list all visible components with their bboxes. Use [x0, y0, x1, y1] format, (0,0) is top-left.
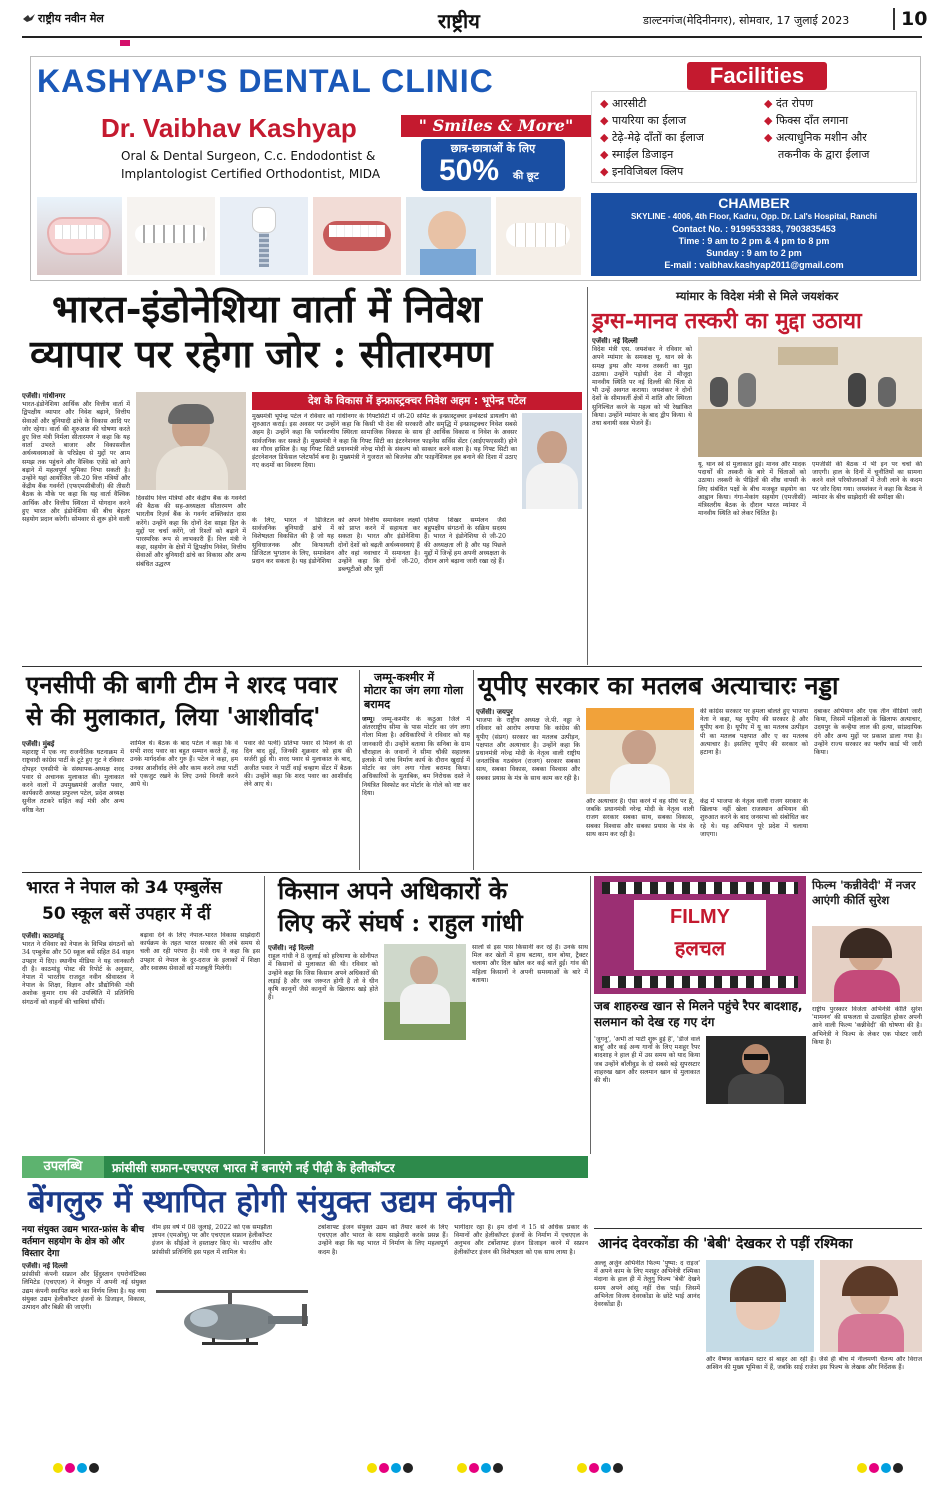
ad-chamber-line-4: E-mail : vaibhav.kashyap2011@gmail.com [664, 260, 844, 270]
lead-headline-2: व्यापार पर रहेगा जोर : सीतारमण [30, 331, 493, 376]
kashmir-headline: मोटार का जंग लगा गोला बरामद [364, 684, 464, 711]
ad-offer-tail: की छूट [513, 171, 539, 182]
ad-offer-line: छात्र-छात्राओं के लिए [450, 142, 536, 155]
lead-byline: एजेंसी। गांधीनगर [22, 392, 66, 400]
ad-facilities-box [591, 91, 917, 183]
nepal-headline-1: भारत ने नेपाल को 34 एम्बुलेंस [26, 878, 222, 898]
filmy-logo-box [634, 900, 766, 970]
rahul-col-1: एजेंसी। नई दिल्ली राहुल गांधी ने 8 जुलाई को हरियाणा के सोनीपत में किसानों से मुलाकात की थी। रविवार को उन्होंने कहा कि जिस किसान अपने अधिकारों की लड़ाई है और जब जरूरत होगी है तो वे धीन कृषि कानूनों जैसे कानूनों के खिलाफ खड़े होते हैं। [268, 944, 378, 1002]
divider-row-1 [22, 666, 922, 667]
ad-facility-left-4: ◆ इनविजिबल क्लिप [600, 165, 684, 178]
ncp-headline-1: एनसीपी की बागी टीम ने शरद पवार [26, 670, 338, 699]
ad-facility-right-0: ◆ दंत रोपण [764, 97, 814, 110]
heli-col-3: टर्बोशाफ्ट इंजन संयुक्त उद्यम को तैयार करने के लिए एचएएल और भारत के साथ साझेदारी करके प्रसन्न हैं। उन्होंने कहा कि यह भारत में निर्माण के लिए महत्वपूर्ण कदम है। [318, 1224, 448, 1256]
lead-col-1: एजेंसी। गांधीनगर भारत-इंडोनेशिया आर्थिक और वित्तीय वार्ता में द्विपक्षीय व्यापार और निवेश बढ़ाने, वित्तीय सेवाओं और बुनियादी ढांचे के विकास आदि पर जोर रहेगा। वार्ता की शुरुआत की घोषणा करते हुए वित्त मंत्री निर्मला सीतारमण ने कहा कि यह वार्ता उभरते बाजार और विकासशील अर्थव्यवस्थाओं के परिप्रेक्ष्य से मुद्दों पर आम समझ तक पहुंचने और वैश्विक एजेंडे को आगे बढ़ाने में महत्वपूर्ण भूमिका निभा सकती है। उन्होंने यहां आयोजित जी-20 वित्त मंत्रियों और केंद्रीय बैंक गवर्नरों (एफएमसीबीजी) की तीसरी बैठक के मौके पर कहा कि यह वार्ता वैश्विक आर्थिक और वित्तीय स्थिरता में योगदान करने हुए भारत और इंडोनेशिया की बीच बेहतर सहयोग प्रदान करेगी। सोमवार से शुरू होने वाली [22, 392, 130, 524]
nadda-photo [586, 708, 694, 794]
myanmar-col-3: एमजीसी की बैठक में भी इन पर चर्चा की जाएगी। हाल के दिनों में चुनौतियों का सामना करने वाले परियोजनाओं में तेजी लाने के कदम पर जोर दिया गया। जयशंकर ने कहा कि बैठक ने म्यांमार के बीच साझेदारी की समीक्षा की। [812, 461, 922, 501]
nadda-col-3: दबाकर अभियान और एक तीन वीडियो जारी किया, जिसमें महिलाओं के खिलाफ अत्याचार, उदयपुर के कन्हैया लाल की हत्या, सांप्रदायिक दंगे और अन्य मुद्दों पर प्रकाश डाला गया है। उन्होंने राज्य सरकार का फ्लॉप कार्ड भी जारी किया। [814, 708, 922, 757]
divider-lead-right [587, 287, 588, 665]
myanmar-story [592, 287, 922, 667]
ncp-col-2: शामिल थे। बैठक के बाद पटेल ने कहा कि वे सभी शरद पवार का बहुत सम्मान करते हैं, वह उनके मार्गदर्शक और गुरु हैं। पटेल ने कहा, हम उनका आशीर्वाद लेने और काम करने तथा पार्टी को एकजुट रखने के लिए उनसे विनती करने आये थे। [130, 740, 238, 789]
page-number: 10 [893, 8, 927, 30]
filmy-headline: जब शाहरुख खान से मिलने पहुंचे रैपर बादशाह, सलमान को देख रह गए दंग [594, 999, 803, 1029]
ad-photo-veneer [496, 197, 581, 275]
divider-rashmika-top [594, 1228, 922, 1229]
rashmika-photo-actress [820, 1260, 922, 1352]
nepal-byline: एजेंसी। काठमांडू [22, 932, 64, 940]
divider-row-2 [22, 872, 922, 873]
ad-offer-box [421, 139, 565, 191]
ad-image-strip [37, 197, 581, 275]
lead-col-4: को अपने वित्तीय समावेशन लक्ष्यों को प्राप्त करने में सहायता कर सकता है। भारत और इंडोनेशिया दोनों देशों को बढ़ती अर्थव्यवस्थाएं हैं और वहां नवाचार में समानता है। उन्होंने कहा कि दोनों जी-20, डब्ल्यूटीओ और पूर्वी [338, 517, 420, 574]
rahul-story [268, 876, 588, 1152]
rahul-col-2: सालों से इस पास किसानी कर रहे हैं। उनके साथ मिल कर खेतों में हाथ बटाया, धान बोया, ट्रैक्टर चलाया और दिल खोल कर कई बातें हुईं। गांव की महिला किसानों ने अपनी समस्याओं के बारे में बताया। [472, 944, 588, 984]
lead-headline-1: भारत-इंडोनेशिया वार्ता में निवेश [52, 286, 482, 331]
nadda-byline: एजेंसी। जयपुर [476, 708, 513, 716]
ad-photo-implant [220, 197, 308, 275]
lead-col-2: दिवसीय वित्त मंत्रियों और केंद्रीय बैंक के गवर्नरों की बैठक की सह-अध्यक्षता सीतारमण और भारतीय रिज़र्व बैंक के गवर्नर शक्तिकांत दास करेंगे। उन्होंने कहा कि दोनों देश साझा हित के मुद्दों पर चर्चा करेंगे, जो रिश्तों को बढ़ाने में पारस्परिक रूप से लाभकारी हैं। वित्त मंत्री ने कहा, सहयोग के क्षेत्रों में द्विपक्षीय निवेश, वित्तीय सेवाओं और बुनियादी ढांचे का विकास और अन्य संबंधित उद्धरण [136, 495, 246, 568]
heli-sub: नया संयुक्त उद्यम भारत-फ्रांस के बीच वर्तमान सहयोग के क्षेत्र को और विस्तार देगा [22, 1225, 145, 1259]
ad-chamber-line-1: Contact No. : 9199533383, 7903835453 [672, 224, 836, 234]
filmy-section [594, 876, 922, 1224]
ncp-story [22, 670, 354, 870]
ad-facility-left-3: ◆ स्माईल डिजाइन [600, 148, 674, 161]
nepal-col-2: बढ़ावा देने के लिए नेपाल-भारत विकास साझेदारी कार्यक्रम के तहत भारत सरकार की लंबे समय से चली आ रही परंपरा है। मंत्री राय ने कहा कि इस उपहार से नेपाल के दूर-दराज के इलाकों में शिक्षा और स्वास्थ्य सेवाओं को मजबूती मिलेगी। [140, 932, 260, 972]
heli-story [22, 1156, 588, 1456]
lead-photo-patel [522, 413, 582, 509]
kashmir-text: जम्मू। जम्मू-कश्मीर के कठुआ जिले में अंतरराष्ट्रीय सीमा के पास मोर्टार का जंग लगा गोला मिला है। अधिकारियों ने रविवार को यह जानकारी दी। उन्होंने बताया कि सनिबा के ग्राम चौराहाल के जवानों ने सीमा चौकी सहालक इलाके में जांच निर्माण कार्य के दौरान खुदाई में मोर्टार का जंग लगा गोला बरामद किया। अधिकारियों के मुताबिक, बम निरोधक दस्ते ने नियंत्रित विस्फोट कर मोर्टार के गोले को नष्ट कर दिया। [362, 716, 470, 797]
nepal-headline-2: 50 स्कूल बसें उपहार में दीं [42, 904, 211, 924]
ad-chamber-line-2: Time : 9 am to 2 pm & 4 pm to 8 pm [678, 236, 830, 246]
filmy-text: 'जुगनू', 'अभी तो पार्टी शुरू हुई है', 'डीजे वाले बाबू' और कई अन्य गानों के लिए मशहूर रैपर बादशाह ने हाल ही में उस समय को याद किया जब उन्होंने बॉलीवुड के दो सबसे बड़े सुपरस्टार शाहरुख खान और सलमान खान से मुलाकात की थी। [594, 1036, 700, 1085]
ad-chamber-line-0: SKYLINE - 4006, 4th Floor, Kadru, Opp. Dr. Lal's Hospital, Ranchi [631, 212, 877, 221]
ad-chamber-line-3: Sunday : 9 am to 2 pm [706, 248, 802, 258]
ad-facility-right-2: ◆ अत्याधुनिक मशीन और [764, 131, 867, 144]
ncp-headline-2: से की मुलाकात, लिया 'आशीर्वाद' [26, 702, 321, 731]
nadda-col-5: केंद्र में भाजपा के नेतृत्व वाली राजग सरकार के खिलाफ नहीं खेला राजस्थान अभियान की शुरुआत करने के बाद जनसभा को संबोधित कर रहे थे। यह अभियान पूरे प्रदेश में चलाया जाएगा। [700, 798, 808, 838]
rashmika-col-1: अल्लू अर्जुन अभिनीत फिल्म 'पुष्पा: द राइज' में अपने काम के लिए मशहूर अभिनेत्री रश्मिका मंदाना के हाल ही में तेलुगु फिल्म 'बेबी' देखने समय अपने आंसू नहीं रोक पाईं। जिसमें अभिनेता विजय देवरकोंडा के छोटे भाई आनंद देवरकोंडा हैं। [594, 1260, 700, 1309]
nepal-col-1: एजेंसी। काठमांडू भारत ने रविवार को नेपाल के विभिन्न संगठनों को 34 एम्बुलेंस और 50 स्कूल बसें सहित 84 वाहन उपहार में दिए। स्थानीय मीडिया ने यह जानकारी दी है। काठमांडू पोस्ट की रिपोर्ट के अनुसार, नेपाल में भारतीय राजदूत नवीन श्रीवास्तव ने नेपाल के शिक्षा, विज्ञान और प्रौद्योगिकी मंत्री अशोक कुमार राय की उपस्थिति में प्रतिनिधि संगठनों को वाहनों की चाबियां सौंपीं। [22, 932, 134, 1006]
ncp-col-1: एजेंसी। मुंबई महाराष्ट्र में एक नए राजनीतिक घटनाक्रम में राष्ट्रवादी कांग्रेस पार्टी के टूटे हुए गुट ने रविवार दोपहर एनसीपी के संस्थापक-अध्यक्ष शरद पवार से अचानक मुलाकात की। मुलाकात करने वालों में उपमुख्यमंत्री अजीत पवार, कार्यकारी अध्यक्ष प्रफुल्ल पटेल, प्रदेश अध्यक्ष सुनील तटकरे सहित कई मंत्री और अन्य वरिष्ठ नेता [22, 740, 124, 814]
ad-facilities-title: Facilities [687, 62, 827, 90]
masthead-dateline: डाल्टनगंज(मेदिनीनगर), सोमवार, 17 जुलाई 2023 [643, 14, 850, 27]
ad-doctor-name: Dr. Vaibhav Kashyap [101, 113, 357, 143]
nadda-headline: यूपीए सरकार का मतलब अत्याचारः नड्डा [478, 671, 839, 700]
ad-facility-left-1: ◆ पायरिया का ईलाज [600, 114, 687, 127]
heli-tag: उपलब्धि [22, 1156, 104, 1178]
masthead-bird-icon [22, 10, 36, 22]
ad-photo-dentures [37, 197, 122, 275]
heli-col-2: वीम इस वर्ष में 08 जुलाई, 2022 को एक समझौता ज्ञापन (एमओयू) पर और एचएएल सफ्रान हेलीकॉप्टर इंजन के सीईओ ने हस्ताक्षर किए थे। भारतीय और फ्रांसीसी प्रतिनिधि इस पहल में शामिल थे। [152, 1224, 272, 1256]
rahul-headline-2: लिए करें संघर्ष : राहुल गांधी [278, 908, 523, 937]
lead-story [22, 287, 584, 667]
ad-photo-child [406, 197, 491, 275]
masthead-rule [22, 36, 922, 38]
masthead-dots [120, 40, 130, 46]
divider-rahul [590, 876, 591, 1154]
ad-quals-2: Implantologist Certified Orthodontist, MIDA [121, 167, 381, 181]
ad-tagline: " Smiles & More" [401, 115, 591, 137]
color-registration-strip [22, 1460, 922, 1474]
masthead-section: राष्ट्रीय [438, 9, 480, 33]
lead-col-5: एशिया शिखर सम्मेलन जैसे बहुपक्षीय संगठनों के सक्रिय सदस्य हैं। भारत ने इंडोनेशिया से जी-20 की अध्यक्षता ली है और यह पिछले मुद्दों में जिन्हें हम अपनी अध्यक्षता के दौरान आगे बढ़ाना जारी रखा रहे हैं। [424, 517, 506, 566]
ad-chamber-box [591, 193, 917, 276]
rahul-byline: एजेंसी। नई दिल्ली [268, 944, 314, 952]
nadda-col-1: एजेंसी। जयपुर भाजपा के राष्ट्रीय अध्यक्ष जे.पी. नड्डा ने रविवार को आरोप लगाया कि कांग्रेस की यूपीए (संप्रग) सरकार का मतलब उत्पीड़न, पक्षपात और अत्याचार है। उन्होंने कहा कि प्रधानमंत्री नरेन्द्र मोदी के नेतृत्व वाली राष्ट्रीय जनतांत्रिक गठबंधन (राजग) सरकार सबका साथ, सबका विकास, सबका विश्वास और सबका प्रयास के मंत्र के साथ काम कर रही है। [476, 708, 580, 782]
divider-kashmir [473, 670, 474, 870]
ad-facility-left-2: ◆ टेढ़े-मेढ़े दाँतों का ईलाज [600, 131, 704, 144]
filmy-banner [594, 876, 806, 994]
myanmar-headline: ड्रग्स-मानव तस्करी का मुद्दा उठाया [592, 308, 862, 334]
filmy-photo-keerthy [812, 926, 922, 1002]
heli-kicker: फ्रांसीसी सफ्रान-एचएएल भारत में बनाएंगे नई पीढ़ी के हेलीकॉप्टर [112, 1161, 395, 1175]
ad-quals-1: Oral & Dental Surgeon, C.c. Endodontist & [121, 149, 376, 163]
rahul-photo [384, 944, 466, 1040]
heli-col-1: एजेंसी। नई दिल्ली फ्रांसीसी कंपनी सफ्रान और हिंदुस्तान एयरोनॉटिक्स लिमिटेड (एचएएल) ने बेंगलुरु में अपनी नई संयुक्त उद्यम कंपनी स्थापित करने का निर्णय लिया है। यह नया संयुक्त उद्यम हेलीकॉप्टर इंजनों के डिजाइन, विकास, उत्पादन और बिक्री की जाएगी। [22, 1262, 146, 1312]
nadda-col-2: की कांग्रेस सरकार पर हमला बोलते हुए भाजपा नेता ने कहा, यह यूपीए की सरकार है और यूपीए बना है। यूपीए में यू का मतलब उत्पीड़न पी का मतलब पक्षपात और ए का मतलब अत्याचार है। इसलिए यूपीए की सरकार को हटाना है। [700, 708, 808, 757]
filmy-brand-bottom: हलचल [674, 936, 726, 960]
divider-ncp [359, 670, 360, 870]
heli-headline: बेंगलुरु में स्थापित होगी संयुक्त उद्यम कंपनी [28, 1184, 514, 1220]
ncp-byline: एजेंसी। मुंबई [22, 740, 55, 748]
masthead-logo: राष्ट्रीय नवीन मेल [38, 12, 104, 25]
heli-photo-helicopter [152, 1282, 312, 1374]
filmy-photo-badshah [706, 1036, 806, 1104]
rashmika-photo-poster [706, 1260, 814, 1352]
nadda-story [476, 670, 922, 870]
divider-nepal [264, 876, 265, 1154]
lead-col-3: के लिए, भारत ने डिजिटल सार्वजनिक बुनियादी ढांचे में विशेषज्ञता विकसित की है जो यह सुविधाजनक और किफायती डिजिटल भुगतान के लिए, समावेशन प्रदान कर सकता है। यह इंडोनेशिया [252, 517, 334, 566]
ncp-col-3: पवार की पत्नी) प्रतिभा पवार से मिलने के दो दिन बाद हुई, जिनकी शुक्रवार को हाथ की सर्जरी हुई थी। शरद पवार से मुलाकात के बाद, अजीत पवार ने पार्टी वाई चव्हाण सेंटर में बैठक की। उन्होंने कहा कि शरद पवार का आशीर्वाद लेने आए थे। [244, 740, 352, 789]
kashmir-kicker: जम्मू-कश्मीर में [374, 671, 435, 684]
ad-facility-left-0: ◆ आरसीटी [600, 97, 647, 110]
heli-byline: एजेंसी। नई दिल्ली [22, 1262, 68, 1270]
ad-chamber-title: CHAMBER [718, 195, 790, 211]
ad-photo-braces [127, 197, 215, 275]
myanmar-photo-meeting [698, 337, 922, 457]
filmy-side-text: राष्ट्रीय पुरस्कार विजेता अभिनेत्री कीर्ति सुरेश 'मामनन' की सफलता से उत्साहित होकर अपनी आने वाली फिल्म 'कन्नीवेदी' की घोषणा की है। अभिनेत्री ने फिल्म के लेकर एक पोस्टर जारी किया है। [812, 1006, 922, 1046]
lead-photo-sitharaman [136, 392, 246, 490]
lead-sub-heading: देश के विकास में इन्फ्रास्ट्रक्चर निवेश अहम : भूपेन्द्र पटेल [252, 392, 582, 410]
heli-col-4: भागीदार रहा है। हम दोनों ने 15 से अधिक प्रकार के विमानों और हेलीकॉप्टर इंजनों के निर्माण में एचएएल के अनुभव और टर्बोशाफ्ट इंजन डिजाइन करने में सफ्रान हेलीकॉप्टर इंजन की विशेषज्ञता को एक साथ लाया है। [454, 1224, 588, 1256]
filmy-kicker: फिल्म 'कन्नीवेदी' में नजर आएंगी कीर्ति सुरेश [812, 878, 916, 907]
myanmar-col-1: एजेंसी। नई दिल्ली विदेश मंत्री एस. जयशंकर ने रविवार को अपने म्यांमार के समकक्ष यू. थान स्वे के समक्ष ड्रग्स और मानव तस्करी का मुद्दा उठाया। उन्होंने पड़ोसी देश में मौजूदा मानवीय स्थिति पर नई दिल्ली की चिंता से भी उन्हें अवगत कराया। जयशंकर ने दोनों देशों के सीमावर्ती क्षेत्रों में शांति और स्थिरता सुनिश्चित करने के महत्व को भी रेखांकित किया। उन्होंने म्यांमार के बाद द्वीप किया। थे तथा बनायी वस्त्र भेजने हैं। [592, 337, 692, 428]
ad-facility-right-3: तकनीक के द्वारा ईलाज [778, 148, 870, 161]
ad-clinic-name: KASHYAP'S DENTAL CLINIC [37, 63, 494, 99]
ad-facility-right-1: ◆ फिक्स दाँत लगाना [764, 114, 849, 127]
ad-photo-smile [313, 197, 401, 275]
myanmar-kicker: म्यांमार के विदेश मंत्री से मिले जयशंकर [676, 289, 839, 303]
nadda-col-4: और अत्याचार है। ऐसा करने में वह सीधे पर है, जबकि प्रधानमंत्री नरेन्द्र मोदी के नेतृत्व वाली राजग सरकार सबका साथ, सबका विकास, सबका विश्वास और सबका प्रयास के मंत्र के साथ काम कर रही है। [586, 798, 694, 838]
rashmika-col-2: और वैष्णव कार्यक्रम स्टार से बाहर आ रही हैं। जैसे ही बीच में नीलमणी चैतन्य और विराज अश्विन की मुख्य भूमिका में हैं, जबकि साई राजेश इस फिल्म के लेखक और निर्देशक हैं। [706, 1356, 922, 1372]
lead-sub-box [252, 392, 582, 660]
dental-ad [30, 56, 921, 281]
rashmika-story [594, 1232, 922, 1456]
ad-offer-pct: 50% [439, 154, 500, 187]
lead-sub-text: मुख्यमंत्री भूपेन्द्र पटेल ने रविवार को गांधीनगर के गिफ्टसिटी में जी-20 समिट के इन्फ्रास्ट्रक्चर इन्वेस्टर्स डायलॉग की शुरुआत कराई। इस अवसर पर उन्होंने कहा कि किसी भी देश की सरकारी और समृद्धि में इन्फ्रास्ट्रक्चर निवेश सबसे अहम है। उन्होंने कहा कि पर्यावरणीय स्थिरता सामाजिक विकास के साथ ही आर्थिक विकास व निवेश के अवसर सार्वजनिक कर सकते हैं। मुख्यमंत्री ने कहा कि गिफ्ट सिटी का इंटरनेशनल फाइनेंस सर्विस सेंटर (आईएफएससी) होने का गौरव हासिल है। यह गिफ्ट सिटी प्रधानमंत्री नरेन्द्र मोदी के संकल्प को साकार करने वाला है। यह गिफ्ट सिटी का इंटरनेशनल डिफेंसल प्लेटफॉर्म बना है। मुख्यमंत्री ने गुजरात को बिजनेस और फाइनेंशियल हब बनाने की दिशा में उठाए गए कदमों का विवरण दिया। [252, 413, 517, 470]
kashmir-story [362, 670, 470, 870]
rashmika-headline: आनंद देवरकोंडा की 'बेबी' देखकर रो पड़ीं रश्मिका [598, 1236, 853, 1252]
rahul-headline-1: किसान अपने अधिकारों के [278, 876, 508, 905]
myanmar-col-2: यू. थान स्वे से मुलाकात हुई। मानव और मादक पदार्थों की तस्करी के बारे में चिंताओं को उठाया। तस्करी के पीड़ितों की शीघ्र वापसी के लिए संबंधित पक्षों के बीच मजबूत सहयोग का आह्वान किया। गंगा-मेकांग सहयोग (एमजीसी) मंत्रिस्तरीय बैठक के दौरान भारत म्यांमार में मानवीय स्थिति को लेकर चिंतित है। [698, 461, 806, 518]
filmy-brand-top: FILMY [670, 906, 730, 928]
myanmar-byline: एजेंसी। नई दिल्ली [592, 337, 638, 345]
nepal-story [22, 876, 262, 1152]
masthead [0, 0, 945, 40]
